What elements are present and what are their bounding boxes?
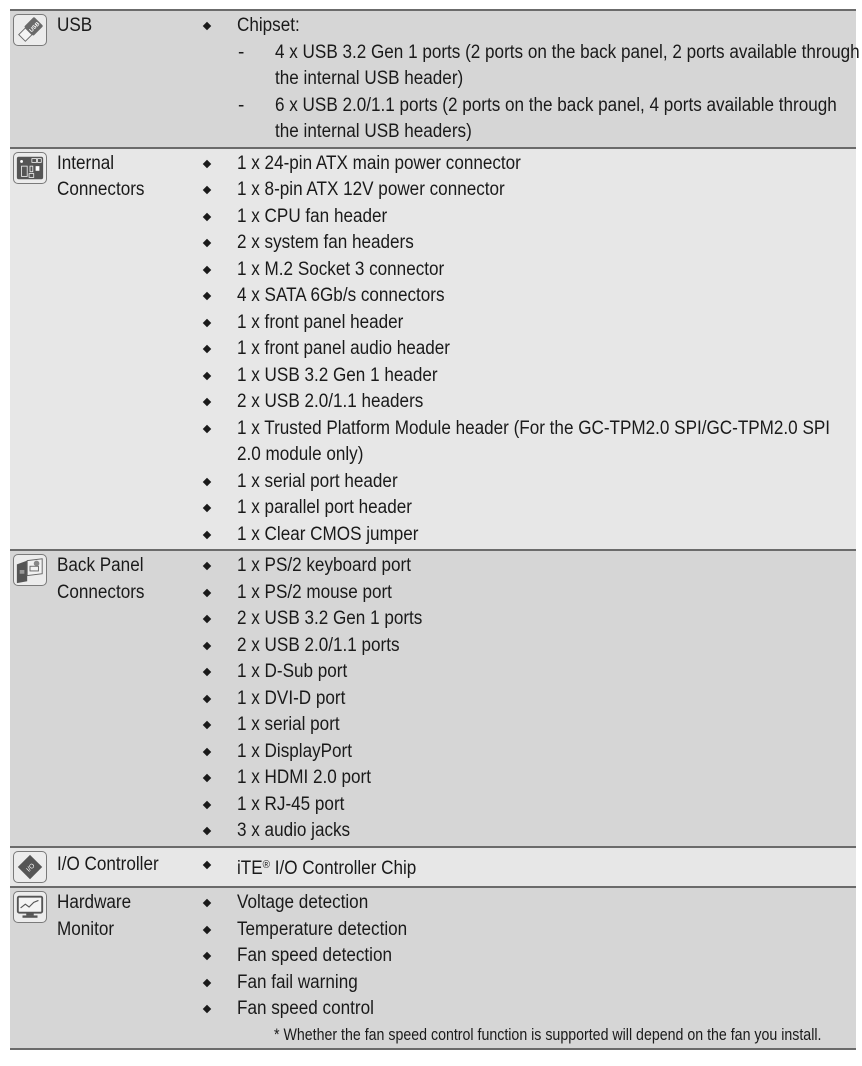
bullet-icon [203, 827, 211, 835]
row-items [200, 149, 856, 550]
internal-connectors-icon [13, 152, 47, 184]
bullet-icon [203, 159, 211, 167]
bullet-icon [203, 978, 211, 986]
list-item: 2 x USB 2.0/1.1 headers [200, 389, 856, 416]
footnote: * Whether the fan speed control function is supported will depend on the fan you install. [274, 1025, 822, 1044]
list-item: Chipset: [200, 13, 856, 40]
bullet-icon [203, 1005, 211, 1013]
bullet-icon [203, 22, 211, 30]
bullet-icon [203, 398, 211, 406]
bullet-icon [203, 424, 211, 432]
row-label: Internal Connectors [57, 152, 145, 200]
list-item: 3 x audio jacks [200, 818, 856, 845]
bullet-icon [203, 265, 211, 273]
list-item: 1 x 8-pin ATX 12V power connector [200, 177, 856, 204]
spec-row-usb [10, 9, 860, 147]
usb-drive-icon [13, 14, 47, 46]
list-item: 1 x DisplayPort [200, 739, 856, 766]
bullet-icon [203, 239, 211, 247]
list-item: 4 x SATA 6Gb/s connectors [200, 283, 856, 310]
bullet-icon [203, 212, 211, 220]
sub-item: - 6 x USB 2.0/1.1 ports (2 ports on the back panel, 4 ports available through [200, 93, 856, 120]
list-item: 1 x CPU fan header [200, 204, 856, 231]
list-item: 1 x USB 3.2 Gen 1 header [200, 363, 856, 390]
list-item: 1 x RJ-45 port [200, 792, 856, 819]
svg-text:I/O: I/O [25, 861, 37, 873]
list-item: 1 x serial port header [200, 469, 856, 496]
hardware-monitor-icon [13, 891, 47, 923]
dash-icon: - [238, 94, 245, 116]
back-panel-connectors-icon [13, 554, 47, 586]
bullet-icon [203, 774, 211, 782]
list-item: 2 x USB 3.2 Gen 1 ports [200, 606, 856, 633]
bullet-icon [203, 371, 211, 379]
list-item: 1 x Trusted Platform Module header (For the GC-TPM2.0 SPI/GC-TPM2.0 SPI [200, 416, 856, 443]
bullet-icon [203, 747, 211, 755]
bullet-icon [203, 952, 211, 960]
list-item: 1 x front panel header [200, 310, 856, 337]
row-label: USB [57, 15, 93, 36]
list-item: Fan fail warning [200, 970, 856, 997]
bullet-icon [203, 504, 211, 512]
list-item: 1 x HDMI 2.0 port [200, 765, 856, 792]
list-item: 1 x parallel port header [200, 495, 856, 522]
bullet-icon [203, 186, 211, 194]
sub-item-continuation: the internal USB header) [275, 68, 464, 89]
bullet-icon [203, 641, 211, 649]
sub-item-continuation: the internal USB headers) [275, 121, 472, 142]
bullet-icon [203, 668, 211, 676]
bullet-icon [203, 477, 211, 485]
row-items [200, 848, 856, 887]
registered-mark: ® [262, 858, 270, 871]
bullet-icon [203, 721, 211, 729]
bullet-icon [203, 562, 211, 570]
list-item: 1 x DVI-D port [200, 686, 856, 713]
row-items [200, 11, 860, 147]
spec-row-internal-connectors [10, 147, 856, 550]
list-item: iTE® I/O Controller Chip [200, 852, 856, 883]
sub-item: - 4 x USB 3.2 Gen 1 ports (2 ports on the back panel, 2 ports available through [200, 40, 856, 67]
list-item: Temperature detection [200, 917, 856, 944]
dash-icon: - [238, 41, 245, 63]
bullet-icon [203, 899, 211, 907]
list-item: 2 x USB 2.0/1.1 ports [200, 633, 856, 660]
row-items [200, 551, 856, 846]
spec-row-hardware-monitor [10, 886, 856, 1050]
list-item: Fan speed detection [200, 943, 856, 970]
io-controller-chip-icon [13, 851, 47, 883]
row-label: Hardware Monitor [57, 892, 132, 940]
list-item: 1 x serial port [200, 712, 856, 739]
row-label: I/O Controller [57, 853, 159, 875]
list-item: 1 x 24-pin ATX main power connector [200, 151, 856, 178]
list-item: 2 x system fan headers [200, 230, 856, 257]
list-item: 1 x M.2 Socket 3 connector [200, 257, 856, 284]
specifications-table [10, 9, 860, 1050]
bullet-icon [203, 530, 211, 538]
row-label: Back Panel Connectors [57, 555, 145, 603]
list-item: Fan speed control [200, 996, 856, 1023]
list-item: 1 x Clear CMOS jumper [200, 522, 856, 549]
bullet-icon [203, 345, 211, 353]
list-item: 1 x PS/2 mouse port [200, 580, 856, 607]
svg-text:USB: USB [28, 21, 42, 34]
bullet-icon [203, 588, 211, 596]
spec-row-back-panel-connectors [10, 549, 856, 846]
bullet-icon [203, 860, 211, 868]
list-item-continuation: 2.0 module only) [237, 444, 364, 465]
list-item: 1 x PS/2 keyboard port [200, 553, 856, 580]
bullet-icon [203, 615, 211, 623]
spec-row-io-controller [10, 846, 856, 887]
row-items [200, 888, 856, 1048]
list-item: 1 x D-Sub port [200, 659, 856, 686]
list-item: Voltage detection [200, 890, 856, 917]
bullet-icon [203, 925, 211, 933]
bullet-icon [203, 318, 211, 326]
list-item: 1 x front panel audio header [200, 336, 856, 363]
bullet-icon [203, 694, 211, 702]
bullet-icon [203, 800, 211, 808]
bullet-icon [203, 292, 211, 300]
